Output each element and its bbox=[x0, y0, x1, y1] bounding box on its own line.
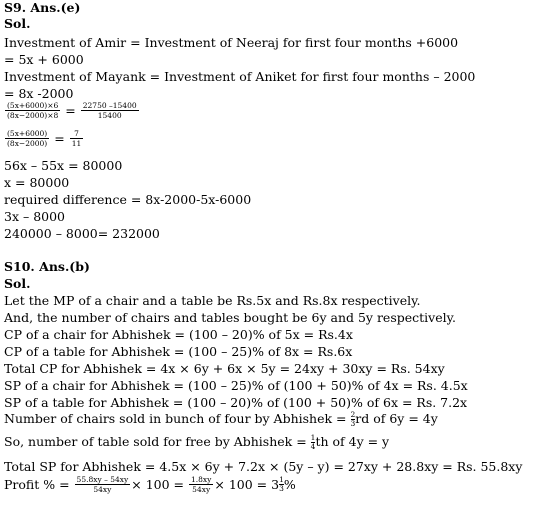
s9-line-6: x = 80000 bbox=[4, 175, 70, 190]
s9-fraction-4-denominator: 11 bbox=[71, 139, 82, 148]
s10-profit-line bbox=[4, 475, 296, 494]
fraction-numerator: 2 bbox=[350, 410, 356, 419]
s9-fraction-3-denominator: (8x−2000) bbox=[7, 139, 48, 148]
s9-fraction-1-numerator: (5x+6000)×6 bbox=[7, 101, 59, 110]
fraction-denominator: 3 bbox=[279, 484, 284, 493]
s10-profit-fraction-1 bbox=[75, 475, 131, 494]
times-hundred-text: × 100 = bbox=[131, 477, 188, 492]
s10-sol-label: Sol. bbox=[4, 276, 31, 291]
s9-fraction-equation-2 bbox=[4, 129, 84, 148]
s10-line-4: CP of a table for Abhishek = (100 – 25)% of 8x = Rs.6x bbox=[4, 344, 353, 359]
s10-line-8-text: Number of chairs sold in bunch of four by Abhishek = bbox=[4, 411, 351, 426]
fraction-numerator: 1 bbox=[310, 433, 316, 442]
s9-fraction-3 bbox=[5, 129, 49, 148]
s9-line-4: = 8x -2000 bbox=[4, 86, 74, 101]
s9-fraction-1-denominator: (8x−2000)×8 bbox=[7, 111, 59, 120]
s9-sol-label: Sol. bbox=[4, 16, 31, 31]
s9-fraction-3-numerator: (5x+6000) bbox=[7, 129, 48, 138]
equals-sign: = bbox=[54, 131, 65, 146]
result-text: × 100 = 3 bbox=[214, 477, 280, 492]
s9-line-7: required difference = 8x-2000-5x-6000 bbox=[4, 192, 252, 207]
fraction-numerator: 1 bbox=[279, 475, 284, 484]
fraction-denominator: 54xy bbox=[75, 484, 131, 494]
s10-line-6: SP of a chair for Abhishek = (100 – 25)% of (100 + 50)% of 4x = Rs. 4.5x bbox=[4, 378, 468, 393]
s9-line-9: 240000 – 8000= 232000 bbox=[4, 226, 160, 241]
s9-fraction-2-numerator: 22750 –15400 bbox=[82, 101, 137, 110]
s9-fraction-1 bbox=[5, 101, 60, 120]
s10-line-3: CP of a chair for Abhishek = (100 – 20)% of 5x = Rs.4x bbox=[4, 327, 353, 342]
s10-line-8 bbox=[4, 411, 438, 428]
s10-line-10: Total SP for Abhishek = 4.5x × 6y + 7.2x × (5y – y) = 27xy + 28.8xy = Rs. 55.8xy bbox=[4, 459, 523, 474]
percent-sign: % bbox=[283, 477, 296, 492]
s10-line-9-suffix: th of 4y = y bbox=[315, 434, 390, 449]
s9-fraction-equation-1 bbox=[4, 101, 140, 120]
fraction-denominator: 54xy bbox=[189, 484, 213, 494]
s10-line-2: And, the number of chairs and tables bought be 6y and 5y respectively. bbox=[4, 310, 456, 325]
s9-line-8: 3x – 8000 bbox=[4, 209, 66, 224]
fraction-numerator: 55.8xy – 54xy bbox=[76, 475, 129, 484]
s10-line-8-suffix: rd of 6y = 4y bbox=[355, 411, 438, 426]
profit-label: Profit % = bbox=[4, 477, 74, 492]
s9-fraction-2 bbox=[81, 101, 139, 120]
s9-line-3: Investment of Mayank = Investment of Aniket for first four months – 2000 bbox=[4, 69, 476, 84]
s10-line-1: Let the MP of a chair and a table be Rs.5x and Rs.8x respectively. bbox=[4, 293, 421, 308]
fraction-denominator: 3 bbox=[350, 419, 356, 428]
s9-fraction-4-numerator: 7 bbox=[74, 129, 79, 138]
s9-title: S9. Ans.(e) bbox=[4, 0, 81, 15]
s10-line-9 bbox=[4, 434, 389, 451]
s10-profit-fraction-2 bbox=[189, 475, 213, 494]
s9-fraction-4 bbox=[70, 129, 84, 148]
equals-sign: = bbox=[65, 103, 76, 118]
s9-line-2: = 5x + 6000 bbox=[4, 52, 84, 67]
s10-line-9-text: So, number of table sold for free by Abhishek = bbox=[4, 434, 311, 449]
s10-line-7: SP of a table for Abhishek = (100 – 20)% of (100 + 50)% of 6x = Rs. 7.2x bbox=[4, 395, 468, 410]
s10-title: S10. Ans.(b) bbox=[4, 259, 90, 274]
s9-line-5: 56x – 55x = 80000 bbox=[4, 158, 123, 173]
s9-line-1: Investment of Amir = Investment of Neeraj for first four months +6000 bbox=[4, 35, 459, 50]
fraction-numerator: 1.8xy bbox=[190, 475, 212, 484]
s9-fraction-2-denominator: 15400 bbox=[81, 110, 139, 120]
fraction-denominator: 4 bbox=[310, 442, 316, 451]
s10-line-5: Total CP for Abhishek = 4x × 6y + 6x × 5y = 24xy + 30xy = Rs. 54xy bbox=[4, 361, 445, 376]
